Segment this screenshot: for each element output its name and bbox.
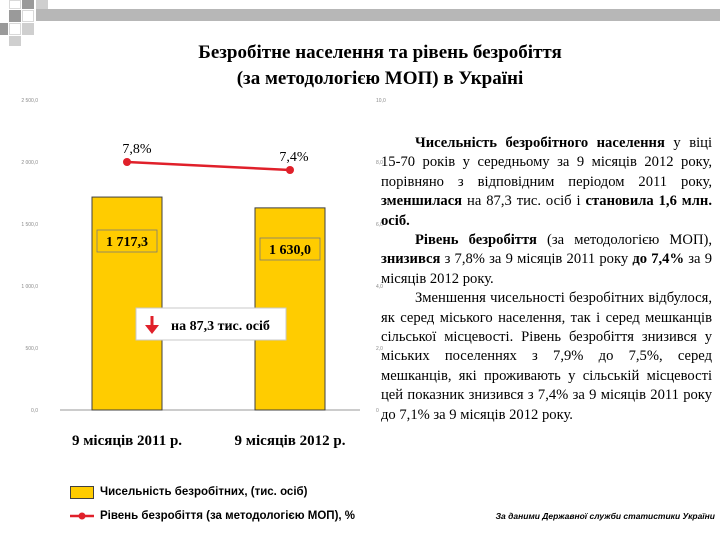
y2-tick-label: 6,0 xyxy=(376,222,383,228)
y-tick-label: 2 500,0 xyxy=(21,98,38,104)
text-bold: Рівень безробіття xyxy=(415,232,537,249)
y-tick-label: 2 000,0 xyxy=(21,160,38,166)
legend-line-swatch xyxy=(70,511,94,521)
line-point xyxy=(123,158,131,166)
text-span: (за методологією МОП), xyxy=(536,232,712,249)
y2-tick-label: 8,0 xyxy=(376,160,383,166)
change-annotation xyxy=(136,308,286,340)
text-span: Зменшення чисельності безробітних відбулося, як серед міського населення, так і серед мешканців сільської місцевості. Рівень безробіття знизився у міських поселеннях з 7,9% до 7,5%, серед мешканців, які проживають у сільській місцевості цей показник знизився з 7,4% за 9 місяців 2011 року до 7,1% за 9 місяців 2012 року. xyxy=(381,290,712,423)
y-tick-label: 500,0 xyxy=(25,346,38,352)
bar-value-label: 1 717,3 xyxy=(106,235,148,250)
paragraph-urban-rural xyxy=(381,289,712,425)
title-line-1: Безробітне населення та рівень безробіття xyxy=(198,42,562,63)
legend-item-line xyxy=(70,507,355,525)
text-span: на 87,3 тис. осіб і xyxy=(462,193,586,210)
text-bold: до 7,4% xyxy=(632,251,685,268)
y2-tick-label: 2,0 xyxy=(376,346,383,352)
line-value-label: 7,4% xyxy=(279,150,309,165)
text-span: з 7,8% за 9 місяців 2011 року xyxy=(440,251,633,268)
text-bold: Чисельність безробітного населення xyxy=(415,135,665,151)
y-tick-label: 0,0 xyxy=(31,408,38,414)
paragraph-unemployed-count xyxy=(381,134,712,231)
title-line-2: (за методологією МОП) в Україні xyxy=(236,68,524,89)
x-category-label: 9 місяців 2012 р. xyxy=(234,433,346,449)
line-series-path xyxy=(127,162,290,170)
text-span: у віці 15-70 років у середньому за 9 місяців 2012 року, порівняно з відповідним періодом 2011 року, xyxy=(381,135,712,190)
description-text xyxy=(381,134,712,425)
source-note: За даними Державної служби статистики України xyxy=(495,511,715,521)
text-bold: становила 1,6 млн. осіб. xyxy=(381,193,712,229)
text-span: за 9 місяців 2012 року. xyxy=(381,251,712,287)
line-value-label: 7,8% xyxy=(122,142,152,157)
y-tick-label: 1 500,0 xyxy=(21,222,38,228)
x-category-label: 9 місяців 2011 р. xyxy=(71,433,183,449)
y-tick-label: 1 000,0 xyxy=(21,284,38,290)
text-bold: зменшилася xyxy=(381,193,463,210)
text-bold: знизився xyxy=(381,251,441,268)
y2-tick-label: 0 xyxy=(376,408,379,414)
line-point xyxy=(286,166,294,174)
annotation-text: на 87,3 тис. осіб xyxy=(171,319,270,334)
legend-line-label: Рівень безробіття (за методологією МОП), % xyxy=(100,510,356,522)
y2-tick-label: 4,0 xyxy=(376,284,383,290)
legend-item-bar xyxy=(70,483,307,501)
legend-bar-swatch xyxy=(70,486,94,499)
bar-value-label: 1 630,0 xyxy=(269,243,311,258)
paragraph-unemployment-rate xyxy=(381,231,712,289)
legend-bar-label: Чисельність безробітних, (тис. осіб) xyxy=(100,486,308,498)
y2-tick-label: 10,0 xyxy=(376,98,386,104)
bar xyxy=(92,197,162,410)
